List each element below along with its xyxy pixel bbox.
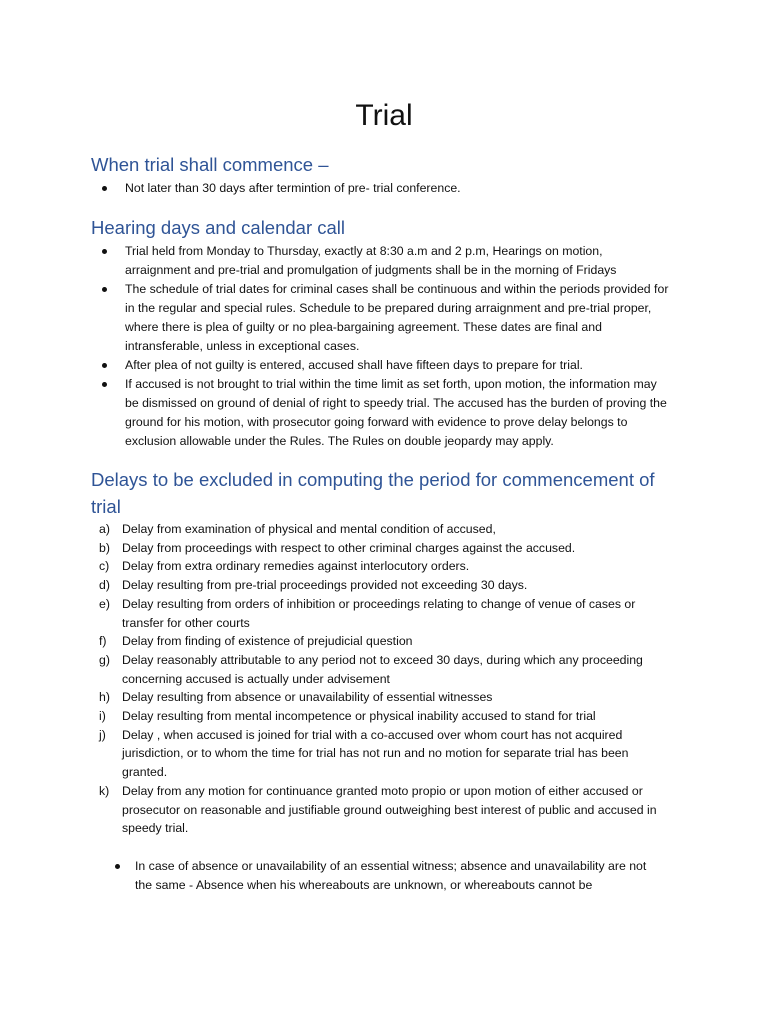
list-marker: b)	[99, 540, 110, 555]
bullet-text: After plea of not guilty is entered, accused shall have fifteen days to prepare for trial.	[125, 358, 583, 372]
witness-bullet-list	[0, 857, 665, 895]
list-item-text: Delay resulting from mental incompetence or physical inability accused to stand for trial	[122, 709, 596, 724]
list-item	[0, 707, 674, 726]
list-item-text: Delay resulting from absence or unavailability of essential witnesses	[122, 690, 493, 705]
list-item-text: Delay from extra ordinary remedies against interlocutory orders.	[122, 559, 470, 574]
list-item	[0, 595, 674, 632]
bullet-text: Trial held from Monday to Thursday, exactly at 8:30 a.m and 2 p.m, Hearings on motion, arraignment and pre-trial and promulgation of judgments shall be in the morning of Fridays	[125, 244, 617, 277]
commencement-bullet-list	[0, 179, 670, 198]
bullet-item	[0, 857, 665, 895]
bullet-icon	[102, 287, 107, 292]
list-marker: d)	[99, 578, 110, 593]
list-item-text: Delay from examination of physical and mental condition of accused,	[122, 522, 496, 536]
list-item	[0, 557, 674, 576]
list-marker: h)	[99, 690, 110, 705]
list-item	[0, 782, 674, 838]
list-item	[0, 576, 674, 595]
section-heading-commencement: When trial shall commence –	[91, 154, 329, 175]
list-marker: j)	[99, 727, 106, 742]
list-marker: g)	[99, 652, 110, 667]
bullet-icon	[102, 249, 107, 254]
excluded-delays-list	[0, 520, 674, 838]
list-marker: e)	[99, 596, 110, 611]
list-item-text: Delay from proceedings with respect to other criminal charges against the accused.	[122, 540, 576, 555]
list-item-text: Delay resulting from orders of inhibition or proceedings relating to change of venue of cases or transfer for other courts	[122, 596, 636, 630]
hearing-days-bullet-list	[0, 242, 670, 451]
bullet-text: In case of absence or unavailability of an essential witness; absence and unavailability are not the same - Absence when his whereabouts are unknown, or whereabouts cannot be	[135, 859, 647, 892]
list-marker: f)	[99, 634, 107, 649]
list-item	[0, 651, 674, 688]
list-marker: a)	[99, 522, 110, 536]
bullet-text: If accused is not brought to trial within the time limit as set forth, upon motion, the information may be dismissed on ground of denial of right to speedy trial. The accused has the burden of proving the ground for his motion, with prosecutor going forward with evidence to prove delay belongs to exclusion allowable under the Rules. The Rules on double jeopardy may apply.	[125, 377, 667, 448]
list-item	[0, 632, 674, 651]
bullet-item	[0, 280, 670, 356]
list-item-text: Delay reasonably attributable to any period not to exceed 30 days, during which any proceeding concerning accused is actually under advisement	[122, 652, 643, 686]
bullet-item	[0, 356, 670, 375]
list-marker: i)	[99, 709, 106, 724]
bullet-icon	[102, 363, 107, 368]
bullet-item	[0, 375, 670, 451]
bullet-text: Not later than 30 days after termintion of pre- trial conference.	[125, 181, 461, 195]
list-item-text: Delay from finding of existence of prejudicial question	[122, 634, 413, 649]
list-item	[0, 688, 674, 707]
list-marker: c)	[99, 559, 110, 574]
list-marker: k)	[99, 783, 110, 798]
list-item-text: Delay resulting from pre-trial proceedings provided not exceeding 30 days.	[122, 578, 528, 593]
document-title: Trial	[355, 99, 413, 132]
section-heading-hearing-days: Hearing days and calendar call	[91, 217, 346, 238]
bullet-icon	[115, 864, 120, 869]
bullet-icon	[102, 382, 107, 387]
bullet-item	[0, 242, 670, 280]
list-item	[0, 539, 674, 558]
list-item-text: Delay from any motion for continuance granted moto propio or upon motion of either accused or prosecutor on reasonable and justifiable ground outweighing best interest of public and accused in speedy trial.	[122, 783, 657, 836]
section-heading-excluded-delays: Delays to be excluded in computing the period for commencement of trial	[91, 469, 655, 517]
bullet-text: The schedule of trial dates for criminal cases shall be continuous and within the periods provided for in the regular and special rules. Schedule to be prepared during arraignment and pre-trial proper, where there is plea of guilty or no plea-bargaining agreement. These dates are final and intransferable, unless in exceptional cases.	[125, 282, 669, 353]
bullet-icon	[102, 186, 107, 191]
list-item	[0, 520, 674, 539]
list-item	[0, 726, 674, 782]
list-item-text: Delay , when accused is joined for trial with a co-accused over whom court has not acquired jurisdiction, or to whom the time for trial has not run and no motion for separate trial has been granted.	[122, 727, 629, 780]
bullet-item	[0, 179, 670, 198]
